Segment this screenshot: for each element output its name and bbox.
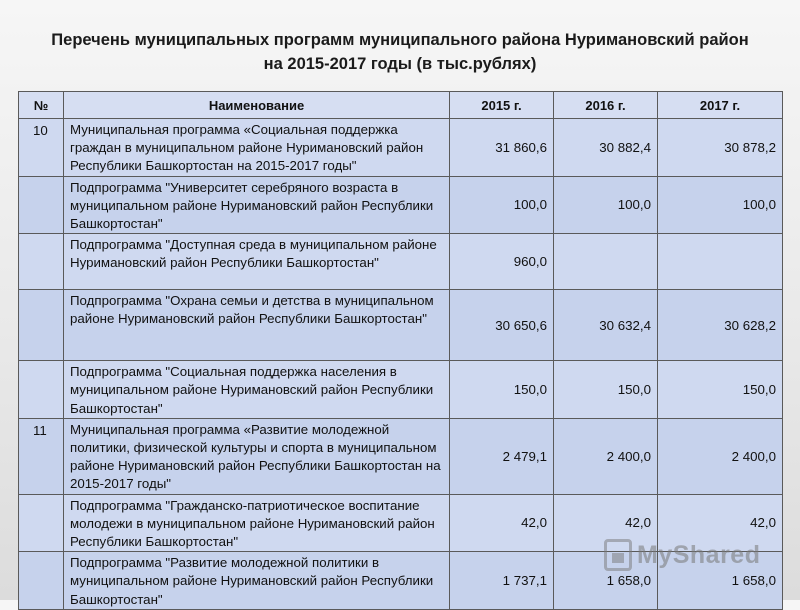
row-value-2016: 2 400,0 [554, 418, 658, 494]
row-name: Подпрограмма "Доступная среда в муниципальном районе Нуримановский район Республики Башкортостан" [64, 234, 450, 290]
title-line-1: Перечень муниципальных программ муниципального района Нуримановский район [51, 31, 749, 49]
header-name: Наименование [64, 92, 450, 119]
row-value-2016: 1 658,0 [554, 552, 658, 610]
row-value-2015: 150,0 [450, 361, 554, 419]
row-value-2016: 150,0 [554, 361, 658, 419]
row-name: Подпрограмма "Развитие молодежной политики в муниципальном районе Нуримановский район Республики Башкортостан" [64, 552, 450, 610]
header-number: № [19, 92, 64, 119]
row-value-2016 [554, 234, 658, 290]
row-value-2017: 100,0 [658, 176, 783, 234]
row-value-2015: 1 737,1 [450, 552, 554, 610]
row-number: 11 [19, 418, 64, 494]
row-value-2016: 30 882,4 [554, 119, 658, 177]
header-2016: 2016 г. [554, 92, 658, 119]
row-value-2015: 30 650,6 [450, 290, 554, 361]
row-name: Подпрограмма "Университет серебряного возраста в муниципальном районе Нуримановский район Республики Башкортостан" [64, 176, 450, 234]
row-value-2017: 42,0 [658, 494, 783, 552]
row-value-2015: 100,0 [450, 176, 554, 234]
row-value-2015: 31 860,6 [450, 119, 554, 177]
table-header-row [19, 92, 783, 119]
row-name: Подпрограмма "Социальная поддержка населения в муниципальном районе Нуримановский район Республики Башкортостан" [64, 361, 450, 419]
row-value-2016: 42,0 [554, 494, 658, 552]
row-name: Муниципальная программа «Развитие молодежной политики, физической культуры и спорта в муниципальном районе Нуримановский район Республики Башкортостан на 2015-2017 годы" [64, 418, 450, 494]
row-value-2017: 30 628,2 [658, 290, 783, 361]
row-value-2017: 150,0 [658, 361, 783, 419]
row-number [19, 552, 64, 610]
row-name: Муниципальная программа «Социальная поддержка граждан в муниципальном районе Нуримановский район Республики Башкортостан на 2015-2017 годы" [64, 119, 450, 177]
watermark [604, 535, 760, 575]
row-number [19, 176, 64, 234]
table-row [19, 418, 783, 494]
row-number [19, 234, 64, 290]
row-name: Подпрограмма "Гражданско-патриотическое воспитание молодежи в муниципальном районе Нуримановский район Республики Башкортостан" [64, 494, 450, 552]
header-2015: 2015 г. [450, 92, 554, 119]
page-title [0, 28, 800, 76]
header-2017: 2017 г. [658, 92, 783, 119]
row-value-2015: 960,0 [450, 234, 554, 290]
row-number: 10 [19, 119, 64, 177]
table-row [19, 234, 783, 290]
presentation-board-icon [604, 539, 632, 571]
row-value-2017: 30 878,2 [658, 119, 783, 177]
table-row [19, 119, 783, 177]
row-value-2015: 42,0 [450, 494, 554, 552]
row-name: Подпрограмма "Охрана семьи и детства в муниципальном районе Нуримановский район Республики Башкортостан" [64, 290, 450, 361]
row-value-2017: 2 400,0 [658, 418, 783, 494]
row-value-2016: 100,0 [554, 176, 658, 234]
row-value-2015: 2 479,1 [450, 418, 554, 494]
row-value-2017 [658, 234, 783, 290]
programs-table [18, 91, 783, 610]
row-number [19, 361, 64, 419]
title-line-2: на 2015-2017 годы (в тыс.рублях) [263, 55, 537, 73]
table-row [19, 361, 783, 419]
row-number [19, 494, 64, 552]
row-number [19, 290, 64, 361]
table-row [19, 176, 783, 234]
watermark-text: MyShared [637, 540, 761, 569]
row-value-2016: 30 632,4 [554, 290, 658, 361]
table-row [19, 290, 783, 361]
row-value-2017: 1 658,0 [658, 552, 783, 610]
